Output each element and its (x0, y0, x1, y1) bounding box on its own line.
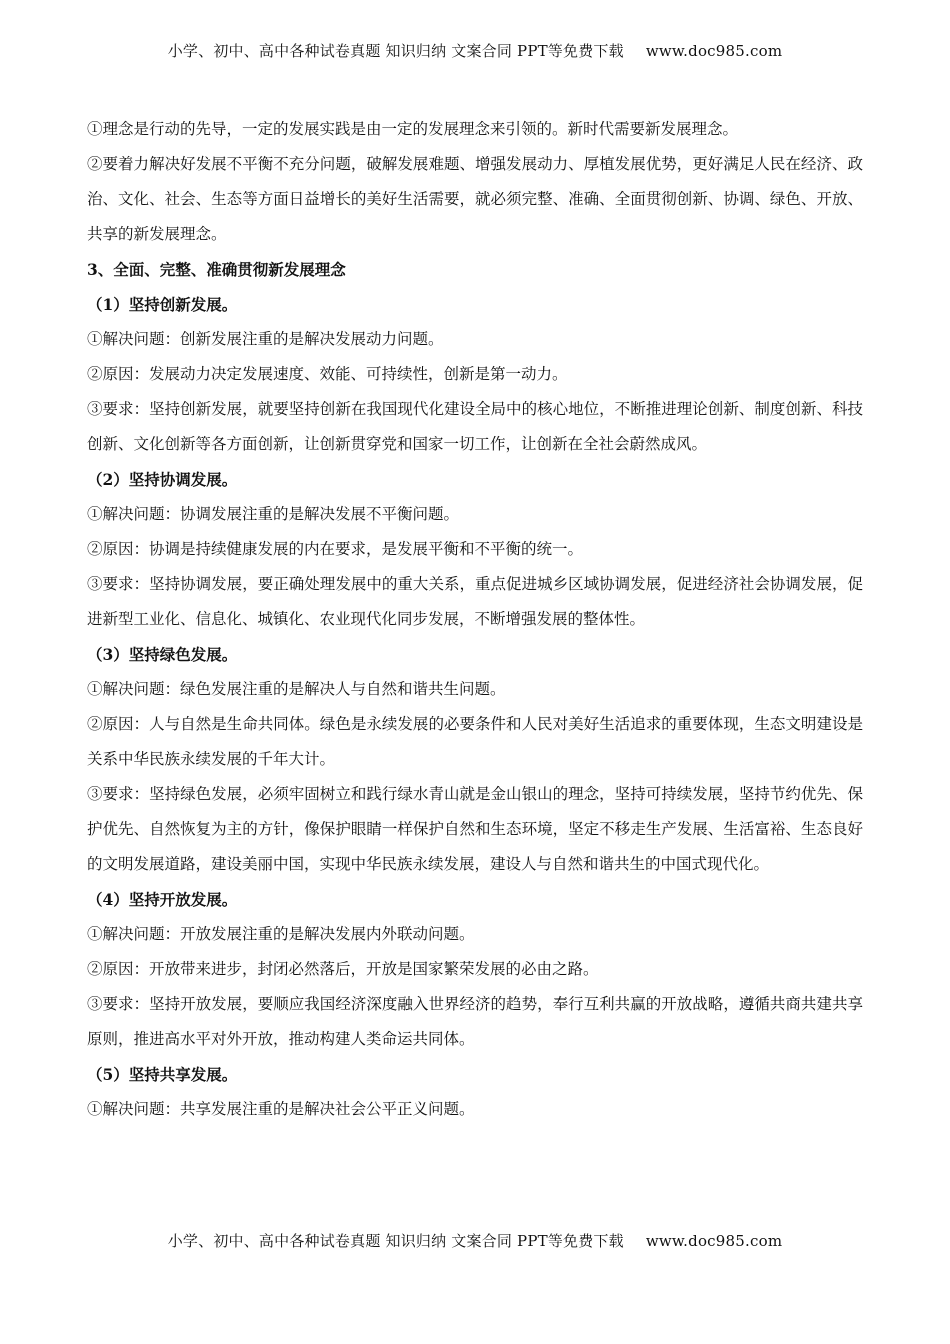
green-reason: ②原因：人与自然是生命共同体。绿色是永续发展的必要条件和人民对美好生活追求的重要体现，生态文明建设是关系中华民族永续发展的千年大计。 (87, 715, 863, 768)
coordination-problem: ①解决问题：协调发展注重的是解决发展不平衡问题。 (87, 505, 460, 523)
subsection-heading-openness: （4）坚持开放发展。 (87, 890, 238, 909)
header-url-link[interactable]: www.doc985.com (645, 42, 783, 60)
green-requirement: ③要求：坚持绿色发展，必须牢固树立和践行绿水青山就是金山银山的理念，坚持可持续发展，坚持节约优先、保护优先、自然恢复为主的方针，像保护眼睛一样保护自然和生态环境，坚定不移走生产发展、生活富裕、生态良好的文明发展道路，建设美丽中国，实现中华民族永续发展，建设人与自然和谐共生的中国式现代化。 (87, 785, 863, 873)
page-footer (0, 1230, 950, 1251)
document-body (87, 112, 863, 1127)
paragraph-solve-imbalance: ②要着力解决好发展不平衡不充分问题，破解发展难题、增强发展动力、厚植发展优势，更好满足人民在经济、政治、文化、社会、生态等方面日益增长的美好生活需要，就必须完整、准确、全面贯彻创新、协调、绿色、开放、共享的新发展理念。 (87, 155, 863, 243)
subsection-heading-green: （3）坚持绿色发展。 (87, 645, 238, 664)
page-header (0, 40, 950, 61)
innovation-requirement: ③要求：坚持创新发展，就要坚持创新在我国现代化建设全局中的核心地位，不断推进理论创新、制度创新、科技创新、文化创新等各方面创新，让创新贯穿党和国家一切工作，让创新在全社会蔚然成风。 (87, 400, 863, 453)
subsection-heading-innovation: （1）坚持创新发展。 (87, 295, 238, 314)
innovation-reason: ②原因：发展动力决定发展速度、效能、可持续性，创新是第一动力。 (87, 365, 568, 383)
openness-requirement: ③要求：坚持开放发展，要顺应我国经济深度融入世界经济的趋势，奉行互利共赢的开放战略，遵循共商共建共享原则，推进高水平对外开放，推动构建人类命运共同体。 (87, 995, 863, 1048)
coordination-requirement: ③要求：坚持协调发展，要正确处理发展中的重大关系，重点促进城乡区域协调发展，促进经济社会协调发展，促进新型工业化、信息化、城镇化、农业现代化同步发展，不断增强发展的整体性。 (87, 575, 863, 628)
green-problem: ①解决问题：绿色发展注重的是解决人与自然和谐共生问题。 (87, 680, 506, 698)
subsection-heading-coordination: （2）坚持协调发展。 (87, 470, 238, 489)
coordination-reason: ②原因：协调是持续健康发展的内在要求，是发展平衡和不平衡的统一。 (87, 540, 584, 558)
header-text: 小学、初中、高中各种试卷真题 知识归纳 文案合同 PPT等免费下载 (167, 42, 624, 60)
innovation-problem: ①解决问题：创新发展注重的是解决发展动力问题。 (87, 330, 444, 348)
sharing-problem: ①解决问题：共享发展注重的是解决社会公平正义问题。 (87, 1100, 475, 1118)
section-heading-3: 3、全面、完整、准确贯彻新发展理念 (87, 260, 346, 279)
footer-url-link[interactable]: www.doc985.com (645, 1232, 783, 1250)
openness-reason: ②原因：开放带来进步，封闭必然落后，开放是国家繁荣发展的必由之路。 (87, 960, 599, 978)
footer-text: 小学、初中、高中各种试卷真题 知识归纳 文案合同 PPT等免费下载 (167, 1232, 624, 1250)
subsection-heading-sharing: （5）坚持共享发展。 (87, 1065, 238, 1084)
openness-problem: ①解决问题：开放发展注重的是解决发展内外联动问题。 (87, 925, 475, 943)
paragraph-concept-guide: ①理念是行动的先导，一定的发展实践是由一定的发展理念来引领的。新时代需要新发展理念。 (87, 120, 739, 138)
